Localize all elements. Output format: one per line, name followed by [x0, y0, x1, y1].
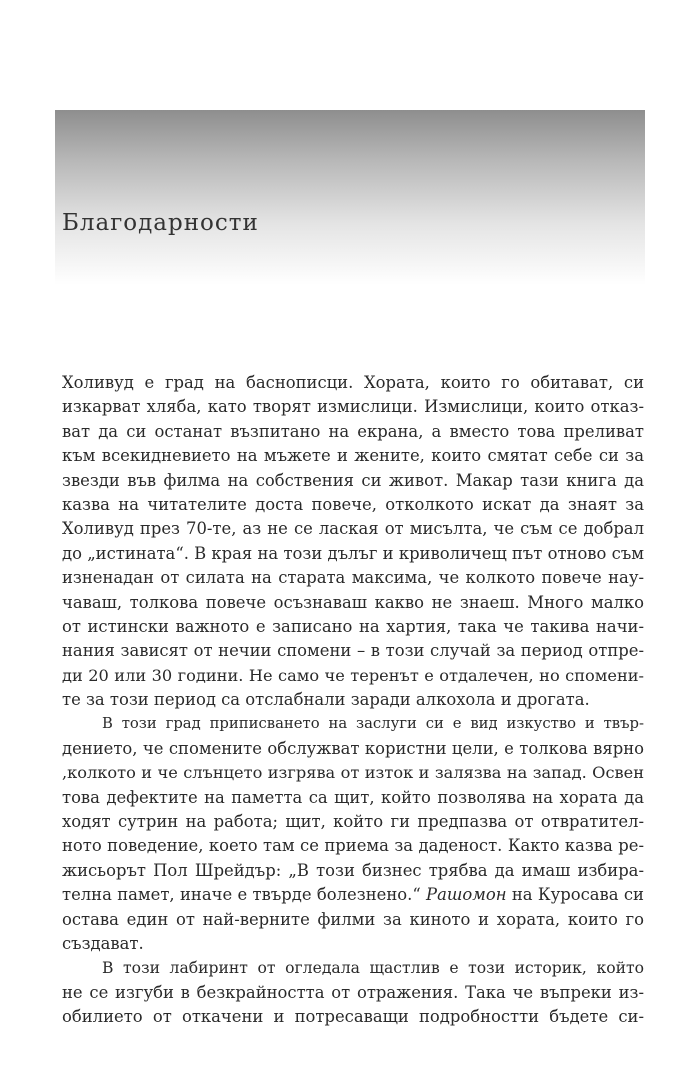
text-line: ват да си останат възпитано на екрана, а вместо това преливат: [62, 421, 644, 441]
text-line: жисьорът Пол Шрейдър: „В този бизнес трябва да имаш избира-: [62, 860, 644, 880]
text-line: изкарват хляба, като творят измислици. Измислици, които отказ-: [62, 397, 644, 417]
text-line: те за този период са отслабнали заради алкохола и дрогата.: [62, 690, 590, 710]
paragraph-1: [62, 371, 644, 712]
paragraph-2: [62, 712, 644, 956]
paragraph-3: [62, 956, 644, 1029]
text-line: изненадан от силата на старата максима, че колкото повече нау-: [62, 568, 644, 588]
text-line: нания зависят от нечии спомени – в този случай за период отпре-: [62, 641, 644, 661]
text-line: това дефектите на паметта са щит, който позволява на хората да: [62, 787, 644, 807]
text-line: остава един от най-верните филми за киното и хората, които го: [62, 909, 644, 929]
text-line: ходят сутрин на работа; щит, който ги предпазва от отвратител-: [62, 812, 644, 832]
chapter-title: Благодарности: [62, 210, 259, 236]
text-segment: на Куросава си: [506, 885, 644, 905]
text-line: не се изгуби в безкрайността от отражения. Така че въпреки из-: [62, 982, 644, 1002]
text-line: дението, че спомените обслужват користни цели, е толкова вярно: [62, 738, 644, 758]
text-segment: телна памет, иначе е твърде болезнено.“: [62, 885, 427, 905]
text-line: В този град приписването на заслуги си е вид изкуство и твър-: [102, 715, 644, 733]
text-line: създават.: [62, 933, 144, 953]
text-line: В този лабиринт от огледала щастлив е този историк, който: [102, 959, 644, 978]
text-line: от истински важното е записано на хартия, така че такива начи-: [62, 616, 644, 636]
text-line: ,колкото и че слънцето изгрява от изток и залязва на запад. Освен: [62, 763, 644, 783]
text-line: към всекидневието на мъжете и жените, които смятат себе си за: [62, 446, 644, 466]
chapter-header-band: [55, 110, 645, 285]
text-line: казва на читателите доста повече, отколкото искат да знаят за: [62, 494, 644, 514]
text-line: ното поведение, което там се приема за даденост. Както казва ре-: [62, 836, 644, 856]
text-line: звезди във филма на собствения си живот. Макар тази книга да: [62, 470, 644, 490]
text-line: Холивуд е град на баснописци. Хората, които го обитават, си: [62, 373, 644, 392]
body-text: [62, 371, 644, 1030]
text-line: ди 20 или 30 години. Не само че теренът е отдалечен, но спомени-: [62, 665, 644, 685]
text-line: чаваш, толкова повече осъзнаваш какво не знаеш. Много малко: [62, 592, 644, 612]
text-line: Холивуд през 70-те, аз не се лаская от мисълта, че съм се добрал: [62, 519, 644, 539]
film-title-italic: Рашомон: [426, 885, 507, 905]
text-line: обилието от откачени и потресаващи подробностти бъдете си-: [62, 1007, 644, 1027]
text-line: до „истината“. В края на този дълъг и криволичещ път отново съм: [62, 543, 644, 563]
text-line-mixed: [62, 883, 644, 907]
